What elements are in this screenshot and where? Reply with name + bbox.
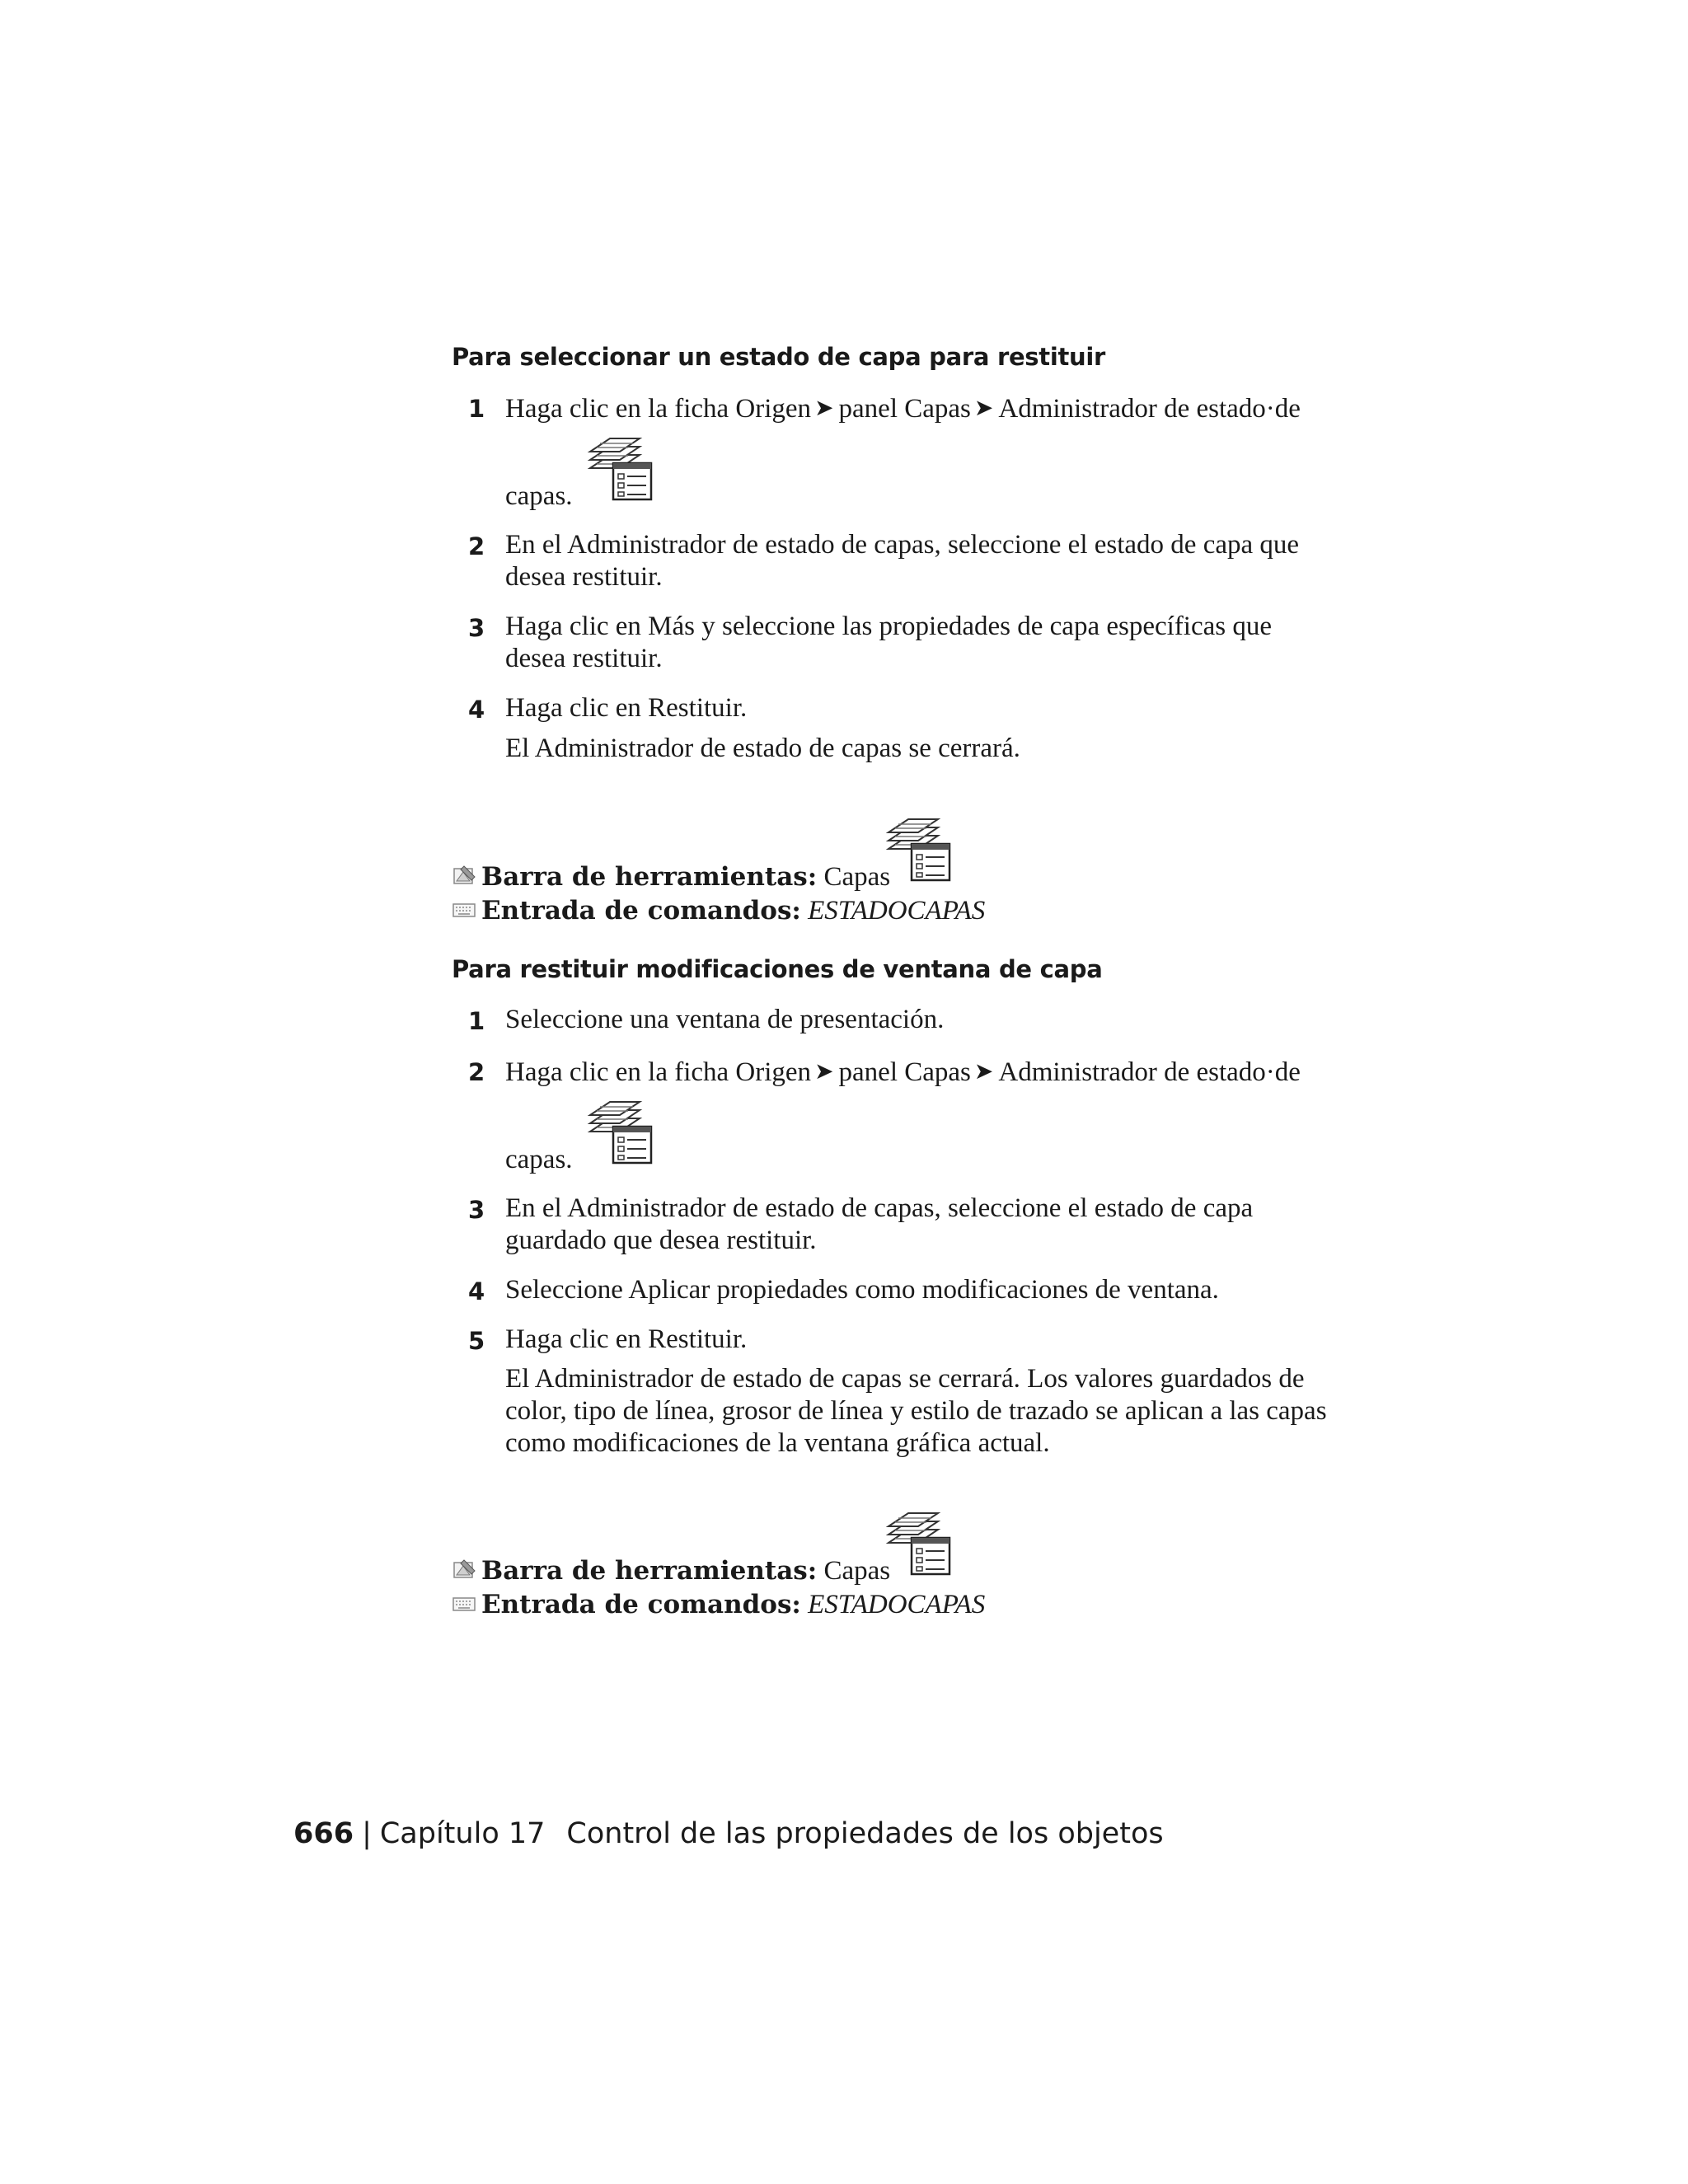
- step-number: 2: [468, 1058, 485, 1086]
- toolbar-icon: [452, 1558, 476, 1582]
- step-number: 2: [468, 532, 485, 560]
- page-footer: [293, 1817, 1164, 1850]
- arrow-icon: ➤: [973, 1057, 994, 1085]
- chapter-label: Capítulo 17: [379, 1817, 546, 1850]
- step-text-continuation: capas.: [505, 481, 573, 511]
- section-heading: Para seleccionar un estado de capa para restituir: [452, 343, 1106, 371]
- chapter-title: Control de las propiedades de los objetos: [566, 1817, 1164, 1850]
- step-number: 4: [468, 696, 485, 724]
- toolbar-value: Capas: [823, 862, 891, 892]
- toolbar-label: Barra de herramientas:: [481, 862, 818, 892]
- arrow-icon: ➤: [814, 1057, 834, 1085]
- step-text-part: Haga clic en la ficha Origen: [505, 394, 812, 424]
- step-text-part: Haga clic en la ficha Origen: [505, 1057, 812, 1087]
- footer-separator: |: [362, 1817, 372, 1850]
- step-note: El Administrador de estado de capas se cerrará. Los valores guardados de color, tipo de línea, grosor de línea y estilo de trazado se aplican a las capas como modificaciones de la ventana gráfica actual.: [505, 1364, 1327, 1458]
- step-number: 1: [468, 1007, 485, 1035]
- toolbar-icon: [452, 864, 476, 888]
- arrow-icon: ➤: [973, 394, 994, 421]
- keyboard-icon: [452, 898, 476, 922]
- layer-state-manager-icon: [579, 430, 654, 503]
- command-reference: [452, 894, 985, 927]
- step-text: [505, 1055, 1329, 1089]
- command-label: Entrada de comandos:: [481, 1590, 801, 1619]
- step-text-part: Administrador de estado·de: [998, 394, 1301, 424]
- step-text: Seleccione una ventana de presentación.: [505, 1005, 945, 1034]
- step-text: Haga clic en Más y seleccione las propiedades de capa específicas que desea restituir.: [505, 612, 1272, 673]
- command-value: ESTADOCAPAS: [808, 1590, 986, 1619]
- command-reference: [452, 1588, 985, 1621]
- keyboard-icon: [452, 1591, 476, 1616]
- arrow-icon: ➤: [814, 394, 834, 421]
- page-number: 666: [293, 1817, 354, 1850]
- step-note: El Administrador de estado de capas se cerrará.: [505, 733, 1020, 763]
- step-number: 1: [468, 395, 485, 423]
- section-heading: Para restituir modificaciones de ventana de capa: [452, 955, 1103, 983]
- step-text: Haga clic en Restituir.: [505, 1324, 748, 1354]
- step-text: En el Administrador de estado de capas, seleccione el estado de capa guardado que desea restituir.: [505, 1193, 1254, 1255]
- step-number: 5: [468, 1327, 485, 1355]
- layer-state-manager-icon: [579, 1094, 654, 1166]
- toolbar-reference: [452, 1554, 890, 1587]
- step-text: [505, 391, 1329, 425]
- command-label: Entrada de comandos:: [481, 896, 801, 926]
- toolbar-value: Capas: [823, 1556, 891, 1586]
- step-number: 3: [468, 1196, 485, 1224]
- command-value: ESTADOCAPAS: [808, 896, 986, 926]
- step-text: En el Administrador de estado de capas, seleccione el estado de capa que desea restituir.: [505, 530, 1300, 592]
- toolbar-reference: [452, 860, 890, 893]
- step-number: 3: [468, 614, 485, 642]
- step-text-part: panel Capas: [838, 1057, 971, 1087]
- step-text: Haga clic en Restituir.: [505, 693, 748, 723]
- step-text: Seleccione Aplicar propiedades como modificaciones de ventana.: [505, 1275, 1219, 1305]
- step-text-part: panel Capas: [838, 394, 971, 424]
- step-number: 4: [468, 1277, 485, 1305]
- toolbar-label: Barra de herramientas:: [481, 1556, 818, 1586]
- step-text-part: Administrador de estado·de: [998, 1057, 1301, 1087]
- step-text-continuation: capas.: [505, 1145, 573, 1174]
